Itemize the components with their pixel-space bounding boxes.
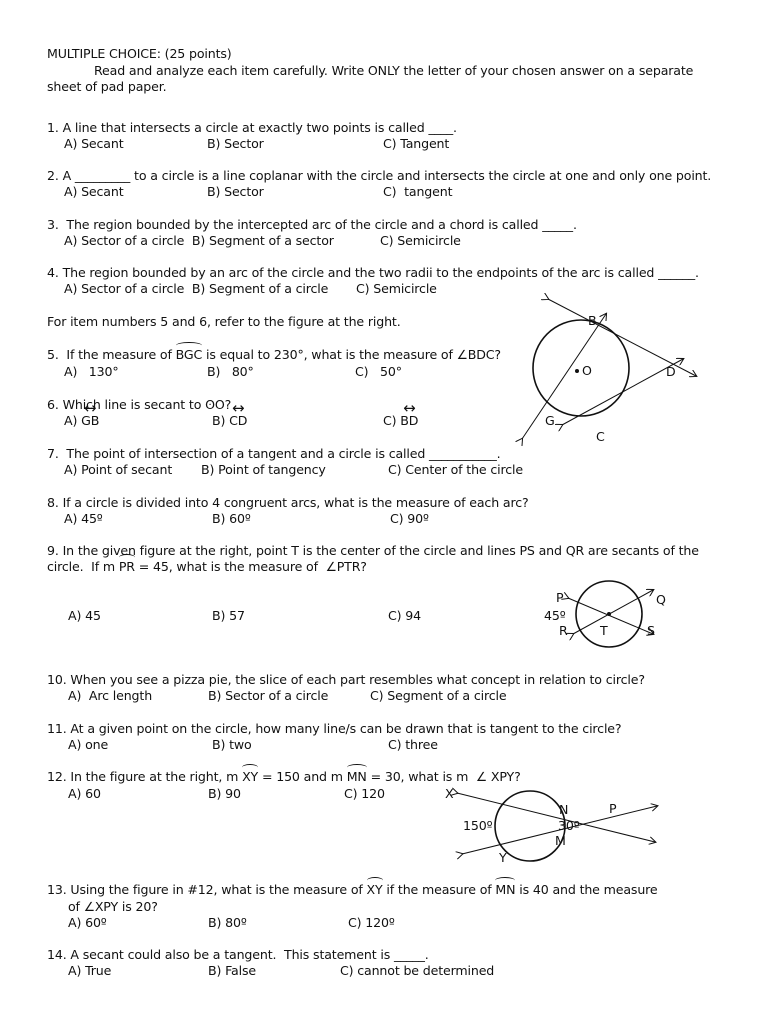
xpy-figure <box>445 782 675 868</box>
question-10-text: 10. When you see a pizza pie, the slice of each part resembles what concept in relation to circle? <box>47 672 645 687</box>
q13-choice-b: B) 80º <box>208 915 247 930</box>
q2-choice-c: C) tangent <box>383 184 453 199</box>
question-5-text: 5. If the measure of BGC is equal to 230°, what is the measure of ∠BDC? <box>47 347 501 362</box>
center-o-point <box>575 369 579 373</box>
q7-choice-a: A) Point of secant <box>64 462 173 477</box>
q13-choice-c: C) 120º <box>348 915 395 930</box>
label-150-degrees: 150º <box>463 818 493 833</box>
q5-choice-b: B) 80° <box>207 364 254 379</box>
tangent-cd <box>562 359 683 425</box>
question-4-text: 4. The region bounded by an arc of the circle and the two radii to the endpoints of the arc is called ______. <box>47 265 699 280</box>
q3-choice-c: C) Semicircle <box>380 233 461 248</box>
label-m: M <box>555 833 566 848</box>
question-14-text: 14. A secant could also be a tangent. This statement is _____. <box>47 947 429 962</box>
q1-choice-a: A) Secant <box>64 136 124 151</box>
q9-choice-c: C) 94 <box>388 608 421 623</box>
q6-choice-b: B) ↔ CD <box>212 413 247 428</box>
q12-choice-a: A) 60 <box>68 786 101 801</box>
q7-choice-b: B) Point of tangency <box>201 462 326 477</box>
reference-note-5-6: For item numbers 5 and 6, refer to the figure at the right. <box>47 314 401 329</box>
q5-choice-a: A) 130° <box>64 364 119 379</box>
label-n: N <box>559 802 569 817</box>
label-r: R <box>559 623 568 638</box>
q9-choice-b: B) 57 <box>212 608 245 623</box>
secant-qr <box>573 590 653 634</box>
arc-mn-2: MN <box>495 882 516 897</box>
q10-choice-a: A) Arc length <box>68 688 153 703</box>
q11-choice-c: C) three <box>388 737 438 752</box>
instructions-line-2: sheet of pad paper. <box>47 79 167 94</box>
label-x: X <box>445 786 454 801</box>
label-p-3: P <box>609 801 617 816</box>
q13-choice-a: A) 60º <box>68 915 107 930</box>
section-title: MULTIPLE CHOICE: (25 points) <box>47 46 232 61</box>
q14-choice-b: B) False <box>208 963 256 978</box>
arc-xy: XY <box>242 769 259 784</box>
arc-mn: MN <box>346 769 367 784</box>
question-1-text: 1. A line that intersects a circle at exactly two points is called ____. <box>47 120 457 135</box>
q1-choice-c: C) Tangent <box>383 136 450 151</box>
question-2-text: 2. A _________ to a circle is a line coplanar with the circle and intersects the circle at one and only one point. <box>47 168 712 183</box>
q12-choice-c: C) 120 <box>344 786 385 801</box>
instructions-line-1: Read and analyze each item carefully. Write ONLY the letter of your chosen answer on a separate <box>94 63 694 78</box>
label-g: G <box>545 413 555 428</box>
question-6-text: 6. Which line is secant to ʘO? <box>47 397 232 412</box>
q10-choice-c: C) Segment of a circle <box>370 688 507 703</box>
q2-choice-b: B) Sector <box>207 184 264 199</box>
q12-choice-b: B) 90 <box>208 786 241 801</box>
q14-choice-c: C) cannot be determined <box>340 963 495 978</box>
q3-choice-ab: A) Sector of a circle B) Segment of a sector <box>64 233 334 248</box>
label-s: S <box>647 623 655 638</box>
circle-t-figure <box>540 578 680 650</box>
label-d: D <box>666 364 676 379</box>
question-8-text: 8. If a circle is divided into 4 congruent arcs, what is the measure of each arc? <box>47 495 529 510</box>
q9-choice-a: A) 45 <box>68 608 101 623</box>
label-45-degrees: 45º <box>544 608 566 623</box>
q11-choice-a: A) one <box>68 737 109 752</box>
q8-choice-a: A) 45º <box>64 511 103 526</box>
arc-bgc: BGC <box>175 347 203 362</box>
question-13-text: 13. Using the figure in #12, what is the measure of XY if the measure of MN is 40 and the measure <box>47 882 658 897</box>
label-o: O <box>582 363 592 378</box>
question-9-text-2: circle. If m PR = 45, what is the measure of ∠PTR? <box>47 559 367 574</box>
arc-pr: PR <box>118 559 135 574</box>
q6-choice-a: A) ↔ GB <box>64 413 99 428</box>
question-12-text: 12. In the figure at the right, m XY = 150 and m MN = 30, what is m ∠ XPY? <box>47 769 521 784</box>
q14-choice-a: A) True <box>68 963 112 978</box>
label-p: P <box>556 590 564 605</box>
secant-gb <box>522 314 606 439</box>
label-b: B <box>588 313 597 328</box>
q2-choice-a: A) Secant <box>64 184 124 199</box>
arc-xy-2: XY <box>366 882 383 897</box>
label-y: Y <box>499 850 507 865</box>
question-9-text: 9. In the given figure at the right, point T is the center of the circle and lines PS and QR are secants of the <box>47 543 699 558</box>
question-11-text: 11. At a given point on the circle, how many line/s can be drawn that is tangent to the circle? <box>47 721 622 736</box>
label-q: Q <box>656 592 666 607</box>
label-c: C <box>596 429 605 444</box>
label-t: T <box>600 623 608 638</box>
q10-choice-b: B) Sector of a circle <box>208 688 329 703</box>
q11-choice-b: B) two <box>212 737 252 752</box>
circle-o-figure <box>508 292 708 452</box>
q6-choice-c: C) ↔ BD <box>383 413 418 428</box>
question-3-text: 3. The region bounded by the intercepted arc of the circle and a chord is called _____. <box>47 217 577 232</box>
q8-choice-c: C) 90º <box>390 511 429 526</box>
q5-choice-c: C) 50° <box>355 364 402 379</box>
question-13-text-2: of ∠XPY is 20? <box>68 899 158 914</box>
q1-choice-b: B) Sector <box>207 136 264 151</box>
label-30-degrees: 30º <box>558 818 580 833</box>
q4-choice-ab: A) Sector of a circle B) Segment of a circle <box>64 281 329 296</box>
center-t-point <box>607 612 611 616</box>
q4-choice-c: C) Semicircle <box>356 281 437 296</box>
question-7-text: 7. The point of intersection of a tangent and a circle is called ___________. <box>47 446 501 461</box>
q8-choice-b: B) 60º <box>212 511 251 526</box>
q7-choice-c: C) Center of the circle <box>388 462 523 477</box>
